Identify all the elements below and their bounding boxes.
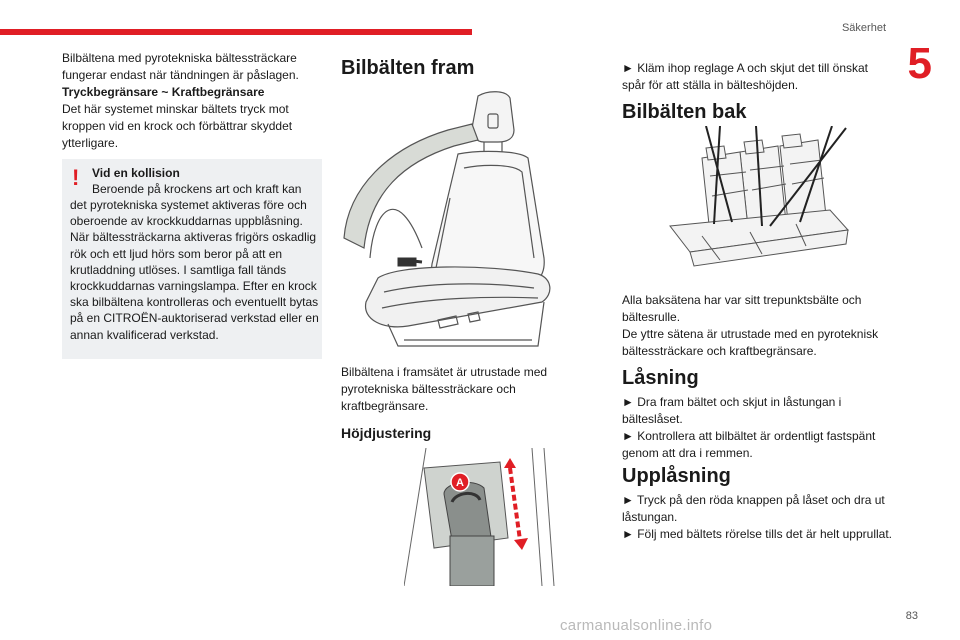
unlock-section — [622, 464, 892, 543]
lock-step-1: ► Dra fram bältet och skjut in låstungan i bälteslåset. — [622, 395, 842, 426]
front-seat-illustration — [338, 88, 576, 350]
height-adjust-heading-wrap — [341, 424, 581, 442]
column-middle — [341, 56, 586, 80]
warning-header — [92, 165, 312, 197]
rear-belts-text-2: De yttre sätena är utrustade med en pyroteknisk bältessträckare och kraftbegränsare. — [622, 327, 879, 358]
height-adjust-illustration — [404, 448, 562, 586]
subheading-force-limiter: Tryckbegränsare ~ Kraftbegränsare — [62, 85, 265, 99]
unlock-step-1: ► Tryck på den röda knappen på låset och dra ut låstungan. — [622, 493, 885, 524]
warning-title: Vid en kollision — [92, 166, 180, 180]
rear-seats-illustration — [650, 126, 878, 280]
column-right — [622, 60, 892, 94]
warning-text: det pyrotekniska systemet aktiveras före och oberoende av krockkuddarnas uppblåsning. När bältessträckarna aktiveras frigörs oskadlig rök och ett ljud hörs som beror på att en krutladdning utlöses. I samtliga fall tänds krockkuddarnas varningslampa. Efter en krock ska bilbältena kontrolleras och eventuellt bytas på en CITROËN-auktoriserad verkstad eller en annan kvalificerad verkstad. — [70, 198, 319, 342]
chapter-number: 5 — [907, 39, 932, 88]
heading-locking: Låsning — [622, 367, 699, 389]
page-number: 83 — [905, 610, 918, 622]
header-accent-bar — [0, 29, 472, 35]
warning-first-line: Beroende på krockens art och kraft kan — [92, 182, 302, 197]
heading-rear-belts: Bilbälten bak — [622, 101, 747, 123]
heading-unlocking: Upplåsning — [622, 465, 731, 487]
lock-step-2: ► Kontrollera att bilbältet är ordentligt fastspänt genom att dra i remmen. — [622, 429, 876, 460]
lock-section — [622, 366, 892, 462]
exclamation-icon: ! — [72, 165, 80, 190]
intro-paragraph: Bilbältena med pyrotekniska bältessträckare fungerar endast när tändningen är påslagen. — [62, 51, 299, 82]
heading-front-belts: Bilbälten fram — [341, 57, 475, 79]
column-left — [62, 50, 320, 152]
unlock-step-2: ► Följ med bältets rörelse tills det är helt upprullat. — [622, 527, 892, 541]
force-limiter-text: Det här systemet minskar bältets tryck mot kroppen vid en krock och förbättrar skyddet ytterligare. — [62, 102, 293, 150]
rear-belts-text: Alla baksätena har var sitt trepunktsbälte och bältesrulle. — [622, 293, 862, 324]
adjust-step: ► Kläm ihop reglage A och skjut det till önskat spår för att ställa in bälteshöjden. — [622, 61, 869, 92]
section-title: Säkerhet — [841, 22, 886, 34]
warning-box — [62, 159, 322, 359]
rear-text-wrap — [622, 292, 892, 360]
heading-height-adjustment: Höjdjustering — [341, 425, 432, 441]
watermark: carmanualsonline.info — [560, 617, 713, 634]
front-belts-caption: Bilbältena i framsätet är utrustade med pyrotekniska bältessträckare och kraftbegränsare. — [341, 365, 548, 413]
marker-a-label: A — [456, 477, 464, 489]
rear-heading-wrap — [622, 100, 892, 124]
